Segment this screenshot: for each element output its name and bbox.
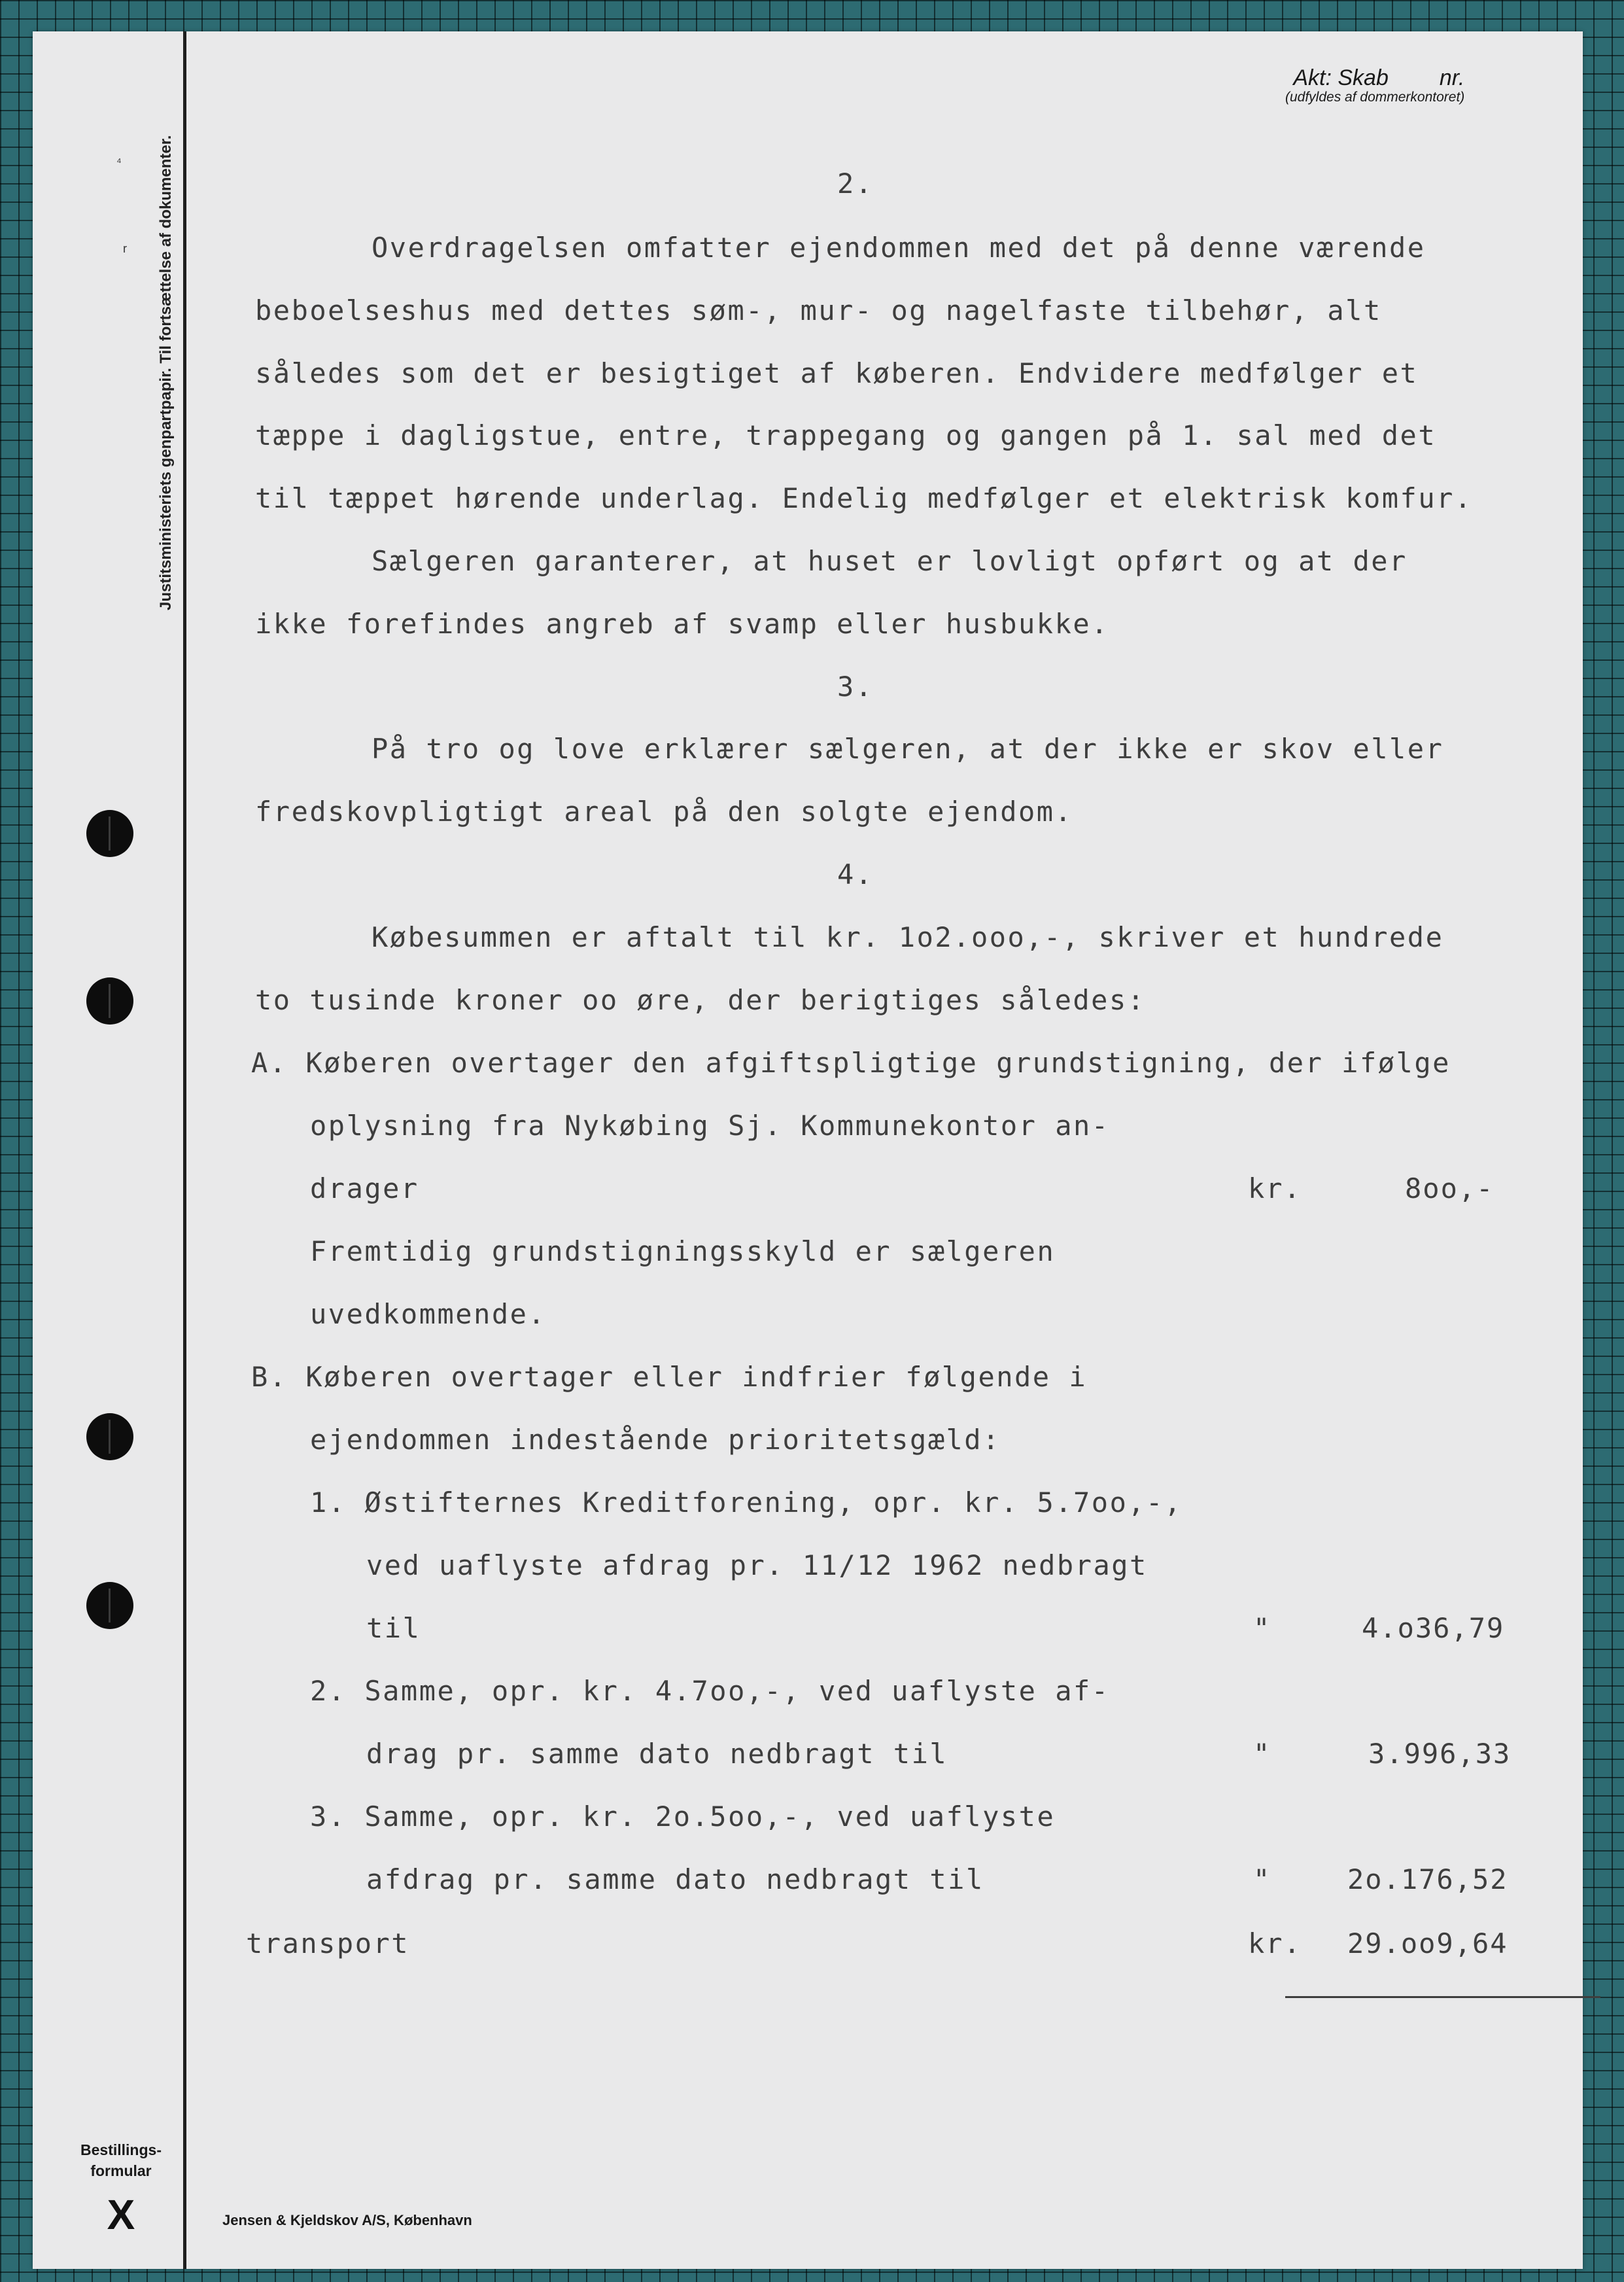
section-heading-2: 2. [837,167,874,200]
case-number-note: (udfyldes af dommerkontoret) [1285,90,1465,105]
text-line: beboelseshus med dettes søm-, mur- og nagelfaste tilbehør, alt [255,294,1382,326]
text-line: Købesummen er aftalt til kr. 1o2.ooo,-, skriver et hundrede [371,921,1444,953]
text-line: således som det er besigtiget af køberen. Endvidere medfølger et [255,357,1419,389]
text-line: ikke forefindes angreb af svamp eller husbukke. [255,608,1109,640]
case-number-header [1285,65,1464,105]
text-line: 2. Samme, opr. kr. 4.7oo,-, ved uaflyste af- [310,1675,1110,1707]
text-line: til [366,1612,421,1644]
text-line: fredskovpligtigt areal på den solgte ejendom. [255,796,1073,828]
order-form-mark: X [107,2191,135,2238]
text-line: På tro og love erklærer sælgeren, at der ikke er skov eller [371,733,1444,765]
transport-total: 29.oo9,64 [1347,1927,1508,1959]
case-number-label: Akt: Skab nr. [1293,65,1465,90]
printer-imprint: Jensen & Kjeldskov A/S, København [222,2212,472,2228]
margin-tick-a: r [123,242,127,255]
currency-label: kr. [1248,1172,1302,1204]
text-line: Sælgeren garanterer, at huset er lovligt opført og at der [371,545,1408,577]
amount-value: 4.o36,79 [1362,1612,1505,1644]
sum-underline [1285,1996,1600,1998]
ditto-mark: " [1253,1612,1271,1644]
text-line: oplysning fra Nykøbing Sj. Kommunekontor an- [310,1110,1110,1142]
text-line: B. Køberen overtager eller indfrier følgende i [251,1361,1088,1393]
amount-value: 3.996,33 [1368,1738,1512,1770]
text-line: ved uaflyste afdrag pr. 11/12 1962 nedbragt [366,1549,1148,1581]
transport-label: transport [246,1927,410,1959]
section-heading-3: 3. [837,671,874,703]
margin-rule [183,31,186,2269]
section-heading-4: 4. [837,858,874,890]
text-line: 1. Østifternes Kreditforening, opr. kr. 5.7oo,-, [310,1486,1183,1518]
text-line: til tæppet hørende underlag. Endelig medfølger et elektrisk komfur. [255,482,1473,514]
currency-label: kr. [1248,1927,1302,1959]
punch-hole-icon [86,1413,133,1460]
nr-label: nr. [1439,65,1465,90]
margin-tick-b: ⁴ [116,156,122,169]
amount-value: 8oo,- [1405,1172,1494,1204]
text-line: Fremtidig grundstigningsskyld er sælgeren [310,1235,1056,1267]
margin-side-text: Justitsministeriets genpartpapir. Til fortsættelse af dokumenter. [157,135,175,610]
punch-hole-icon [86,977,133,1025]
text-line: uvedkommende. [310,1298,547,1330]
amount-value: 2o.176,52 [1347,1863,1508,1895]
ditto-mark: " [1253,1863,1271,1895]
text-line: afdrag pr. samme dato nedbragt til [366,1863,984,1895]
text-line: 3. Samme, opr. kr. 2o.5oo,-, ved uaflyste [310,1800,1056,1833]
ditto-mark: " [1253,1738,1271,1770]
punch-hole-icon [86,1582,133,1629]
text-line: drag pr. samme dato nedbragt til [366,1738,948,1770]
order-form-label: Bestillings- formular [80,2141,162,2179]
text-line: drager [310,1172,419,1204]
text-line: ejendommen indestående prioritetsgæld: [310,1424,1001,1456]
text-line: A. Køberen overtager den afgiftspligtige grundstigning, der ifølge [251,1047,1451,1079]
document-page [33,31,1583,2269]
text-line: to tusinde kroner oo øre, der berigtiges således: [255,984,1146,1016]
punch-hole-icon [86,810,133,857]
text-line: tæppe i dagligstue, entre, trappegang og gangen på 1. sal med det [255,419,1437,451]
text-line: Overdragelsen omfatter ejendommen med det på denne værende [371,232,1426,264]
